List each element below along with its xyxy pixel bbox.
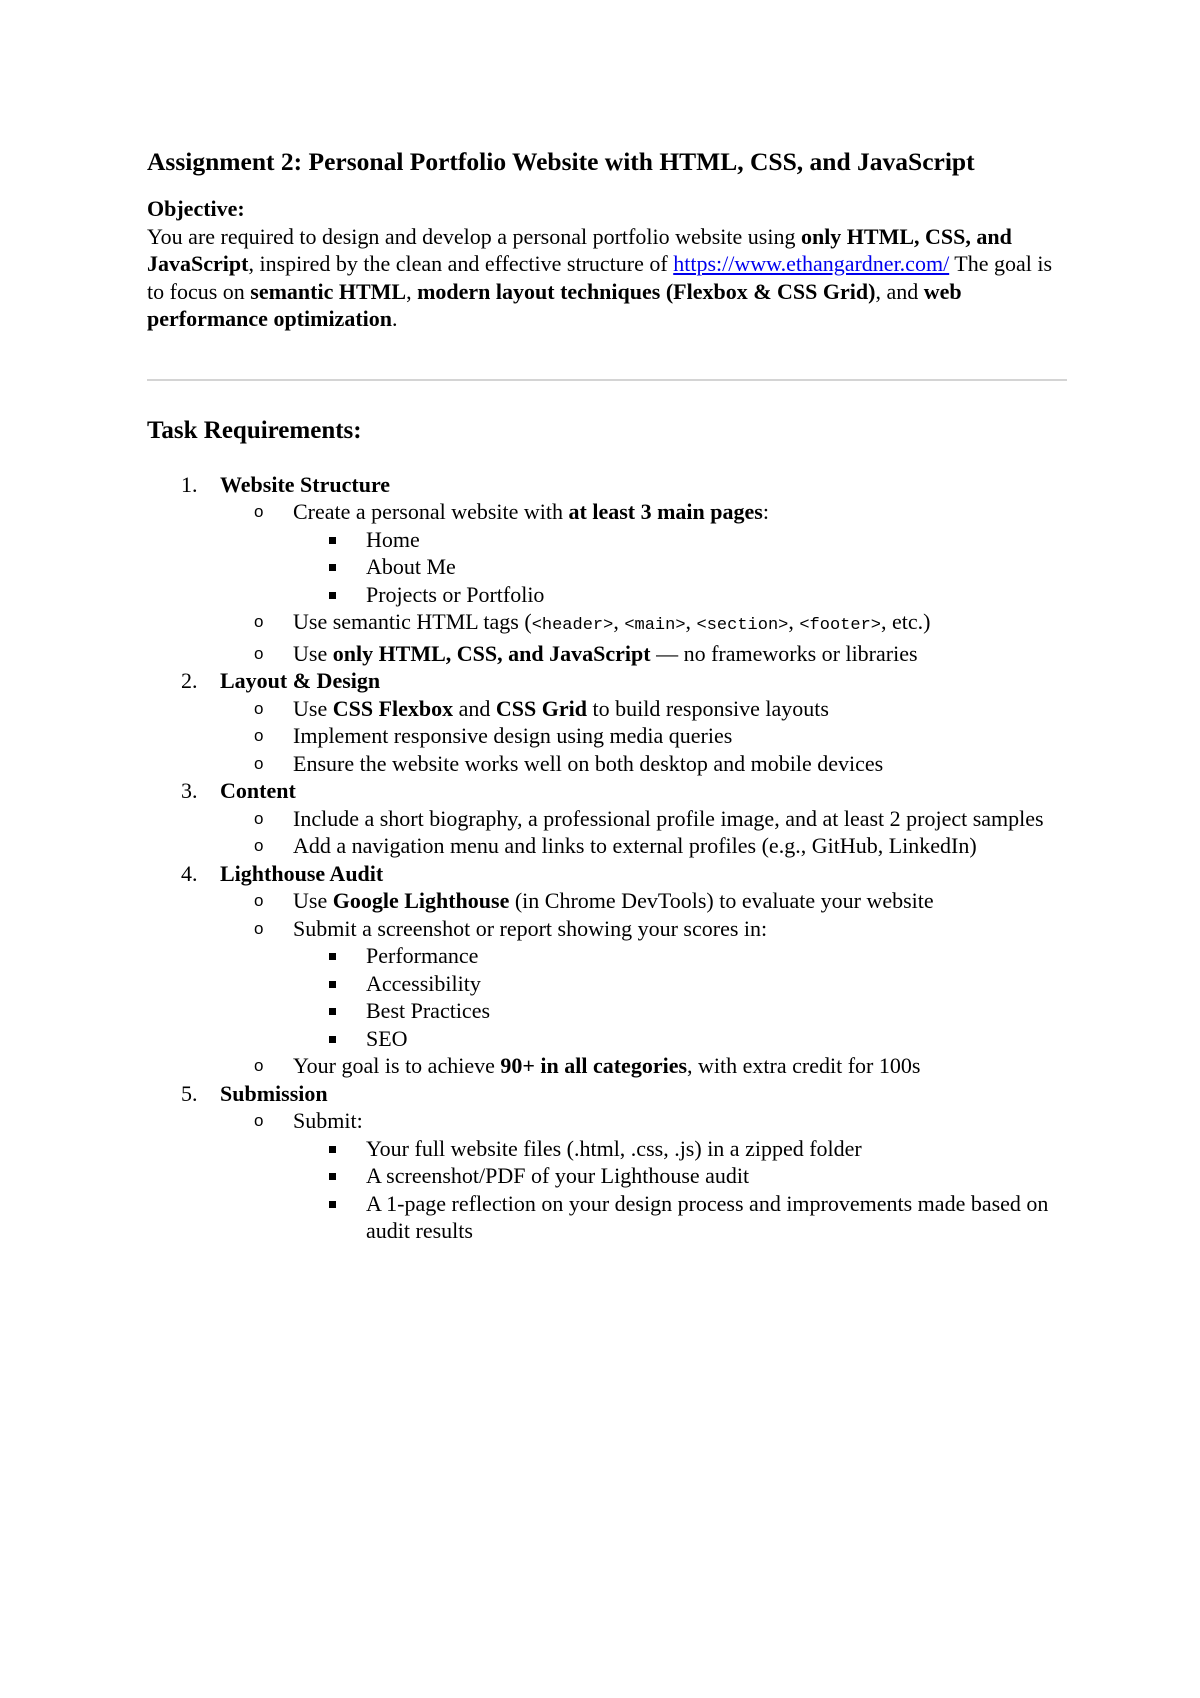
section-divider [147, 379, 1067, 381]
scores-list [293, 942, 1067, 1052]
score-item-label: SEO [366, 1025, 408, 1051]
square-bullet-icon [329, 1201, 336, 1208]
subtask-item [220, 722, 1067, 750]
score-item [293, 997, 1067, 1025]
subtask-item [220, 750, 1067, 778]
subtask-text: : [762, 499, 769, 524]
task-item-submission [147, 1080, 1067, 1245]
objective-section [147, 195, 1067, 333]
submission-items-list [293, 1135, 1067, 1245]
square-bullet-icon [329, 1146, 336, 1153]
objective-bold-performance: web performance optimization [147, 278, 962, 331]
task-item-website-structure [147, 471, 1067, 668]
subtask-list [220, 887, 1067, 1080]
task-item-content [147, 777, 1067, 860]
subtask-item [220, 498, 1067, 608]
submission-item-label: A screenshot/PDF of your Lighthouse audit [366, 1163, 750, 1188]
task-requirements-heading: Task Requirements: [147, 416, 362, 444]
task-number: 5. [181, 1080, 198, 1106]
subtask-list [220, 695, 1067, 778]
subtask-text: Use [293, 695, 333, 721]
document-content [147, 146, 1067, 1245]
subtask-text: (in Chrome DevTools) to evaluate your website [509, 888, 934, 913]
reference-link[interactable]: https://www.ethangardner.com/ [673, 251, 950, 276]
pages-list [293, 526, 1067, 609]
page-item [293, 553, 1067, 581]
submission-item [293, 1162, 1067, 1190]
task-title: Submission [220, 1080, 328, 1106]
score-item [293, 942, 1067, 970]
square-bullet-icon [329, 1173, 336, 1180]
subtask-item [220, 887, 1067, 915]
task-number: 3. [181, 778, 198, 803]
subtask-text: to build responsive layouts [587, 695, 829, 721]
score-item-label: Best Practices [366, 998, 491, 1023]
subtask-text: Use semantic HTML tags ( [293, 609, 532, 634]
subtask-bold: 90+ in all categories [500, 1053, 688, 1078]
score-item-label: Performance [366, 943, 479, 968]
objective-paragraph [147, 223, 1067, 333]
square-bullet-icon [329, 1008, 336, 1015]
code-tag: <header> [531, 616, 614, 635]
circle-bullet-icon: o [254, 726, 264, 745]
subtask-text: Include a short biography, a professional profile image, and at least 2 project samples [293, 805, 1044, 831]
subtask-text: , with extra credit for 100s [687, 1053, 921, 1078]
square-bullet-icon [329, 1036, 336, 1043]
subtask-text: Submit a screenshot or report showing your scores in: [293, 915, 768, 941]
score-item [293, 1025, 1067, 1053]
subtask-item [220, 608, 1067, 640]
subtask-text: Add a navigation menu and links to external profiles (e.g., GitHub, LinkedIn) [293, 833, 977, 858]
subtask-item [220, 915, 1067, 1053]
subtask-text: Your goal is to achieve [293, 1053, 501, 1078]
objective-heading: Objective: [147, 196, 245, 221]
objective-text: The goal is to focus on [147, 251, 1053, 304]
circle-bullet-icon: o [254, 698, 264, 718]
subtask-list [220, 805, 1067, 860]
task-item-layout-design [147, 667, 1067, 777]
square-bullet-icon [329, 953, 336, 960]
score-item [293, 970, 1067, 998]
task-item-lighthouse-audit [147, 860, 1067, 1080]
subtask-list [220, 498, 1067, 667]
objective-text: , inspired by the clean and effective structure of [248, 251, 674, 276]
submission-item-label: Your full website files (.html, .css, .js) in a zipped folder [366, 1135, 862, 1161]
subtask-text: Use [293, 640, 333, 666]
task-number: 1. [181, 471, 198, 497]
objective-text: , and [875, 278, 924, 304]
subtask-text: Implement responsive design using media queries [293, 723, 733, 748]
subtask-text: and [453, 695, 496, 721]
subtask-bold: CSS Flexbox [332, 695, 454, 721]
subtask-text: Use [293, 888, 333, 913]
task-title: Content [220, 778, 296, 803]
subtask-text: , [685, 609, 697, 634]
circle-bullet-icon: o [254, 918, 264, 938]
square-bullet-icon [329, 537, 336, 544]
square-bullet-icon [329, 592, 336, 599]
submission-item [293, 1190, 1067, 1245]
objective-bold-tech: only HTML, CSS, and JavaScript [147, 223, 1012, 276]
task-number: 2. [181, 668, 198, 693]
score-item-label: Accessibility [366, 970, 481, 996]
square-bullet-icon [329, 564, 336, 571]
circle-bullet-icon: o [254, 1111, 264, 1130]
code-tag: <main> [624, 616, 686, 635]
subtask-text: Create a personal website with [293, 499, 569, 524]
submission-item [293, 1135, 1067, 1163]
subtask-text: Ensure the website works well on both desktop and mobile devices [293, 750, 884, 776]
circle-bullet-icon: o [254, 1056, 264, 1075]
subtask-bold: at least 3 main pages [568, 499, 763, 524]
square-bullet-icon [329, 981, 336, 988]
subtask-text: Submit: [293, 1108, 363, 1133]
page-item-label: About Me [366, 554, 456, 579]
objective-text: . [392, 306, 398, 331]
code-tag: <footer> [799, 616, 881, 635]
circle-bullet-icon: o [254, 643, 264, 663]
subtask-text: , etc.) [880, 609, 931, 634]
subtask-item [220, 1107, 1067, 1245]
subtask-text: , [613, 609, 625, 634]
subtask-bold: Google Lighthouse [332, 888, 510, 913]
circle-bullet-icon: o [254, 836, 264, 855]
circle-bullet-icon: o [254, 502, 264, 521]
subtask-list [220, 1107, 1067, 1245]
objective-bold-layout: modern layout techniques (Flexbox & CSS Grid) [417, 278, 876, 304]
objective-text: , [406, 278, 418, 304]
subtask-item [220, 805, 1067, 833]
subtask-item [220, 1052, 1067, 1080]
subtask-item [220, 640, 1067, 668]
page-item-label: Projects or Portfolio [366, 581, 545, 607]
task-title: Lighthouse Audit [220, 860, 384, 886]
circle-bullet-icon: o [254, 891, 264, 910]
subtask-bold: only HTML, CSS, and JavaScript [332, 640, 651, 666]
subtask-bold: CSS Grid [495, 695, 587, 721]
circle-bullet-icon: o [254, 808, 264, 828]
task-title: Website Structure [220, 471, 391, 497]
assignment-title: Assignment 2: Personal Portfolio Website with HTML, CSS, and JavaScript [147, 147, 975, 176]
task-title: Layout & Design [220, 668, 381, 693]
subtask-item [220, 695, 1067, 723]
objective-text: You are required to design and develop a personal portfolio website using [147, 223, 801, 249]
page-item-label: Home [366, 526, 420, 552]
circle-bullet-icon: o [254, 612, 264, 631]
subtask-text: — no frameworks or libraries [650, 640, 918, 666]
circle-bullet-icon: o [254, 753, 264, 773]
submission-item-label: A 1-page reflection on your design process and improvements made based on audit results [366, 1190, 1049, 1243]
subtask-item [220, 832, 1067, 860]
page-item [293, 581, 1067, 609]
code-tag: <section> [696, 616, 789, 635]
objective-bold-semantic: semantic HTML [250, 278, 407, 304]
task-list [147, 471, 1067, 1245]
subtask-text: , [788, 609, 800, 634]
task-number: 4. [181, 860, 198, 886]
page-item [293, 526, 1067, 554]
